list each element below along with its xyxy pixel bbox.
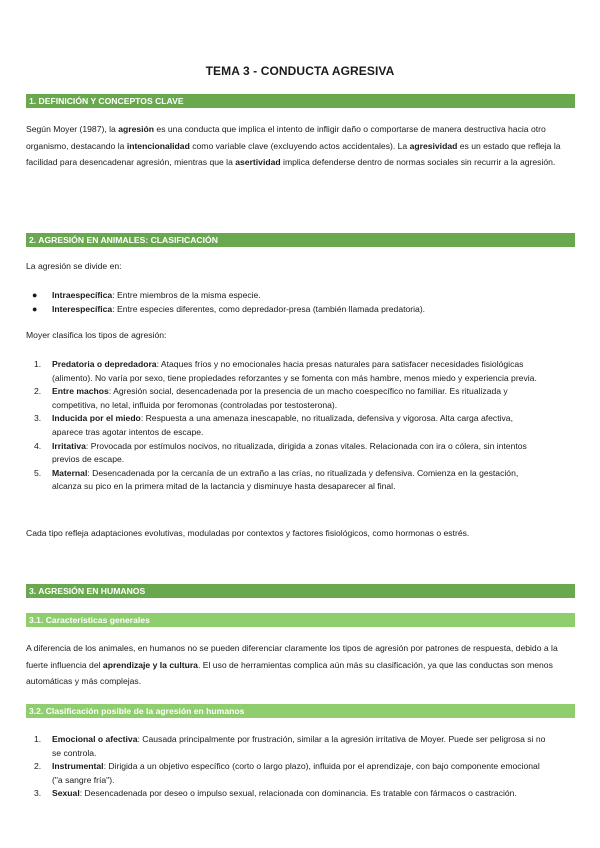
item-term: Emocional o afectiva xyxy=(52,734,138,744)
section-2-closing: Cada tipo refleja adaptaciones evolutivas, moduladas por contextos y factores fisiológicos, como hormonas o estrés. xyxy=(26,528,470,538)
item-number: 2. xyxy=(34,386,42,397)
list-item xyxy=(26,412,546,439)
section-1-paragraph xyxy=(26,121,575,171)
section-2-intro: La agresión se divide en: xyxy=(26,261,122,271)
text-run: implica defenderse dentro de normas sociales sin recurrir a la agresión. xyxy=(280,157,556,168)
item-text: : Desencadenada por la cercanía de un extraño a las crías, no ritualizada y defensiva. Comienza en la gestación, alcanza su pico en la primera mitad de la lactancia y disminuye hasta desaparecer al final. xyxy=(52,467,519,492)
list-item xyxy=(26,385,546,412)
list-item xyxy=(26,760,546,787)
item-text: : Ataques fríos y no emocionales hacia presas naturales para satisfacer necesidades fisiológicas (alimento). No varía por sexo, tiene propiedades reforzantes y se fomenta con más hambre, menos miedo y experiencia previa. xyxy=(52,359,537,383)
bold-term: intencionalidad xyxy=(126,140,190,151)
item-term: Intraespecífica xyxy=(52,290,113,300)
aggression-types-bullet-list xyxy=(26,289,546,316)
item-text: : Causada principalmente por frustración, similar a la agresión irritativa de Moyer. Puede ser peligrosa si no se controla. xyxy=(52,734,546,758)
section-3-heading: 3. AGRESIÓN EN HUMANOS xyxy=(26,584,575,598)
list-item xyxy=(26,467,546,494)
list-item xyxy=(26,303,546,317)
text-run: es una conducta que implica el intento de infligir daño o comportarse de manera destructiva hacia otro organismo, destacando la xyxy=(26,124,546,151)
list-item xyxy=(26,289,546,303)
text-run: . El uso de herramientas complica aún más su clasificación, ya que las conductas son menos automáticas y más complejas. xyxy=(26,659,553,687)
subsection-3-2-heading: 3.2. Clasificación posible de la agresión en humanos xyxy=(26,704,575,718)
list-item xyxy=(26,358,546,385)
item-text: : Agresión social, desencadenada por la presencia de un macho coespecífico no familiar. Es ritualizada y competitiva, no letal, influida por feromonas (controladas por testosterona). xyxy=(52,386,508,410)
item-number: 1. xyxy=(34,734,42,744)
moyer-intro: Moyer clasifica los tipos de agresión: xyxy=(26,330,167,340)
item-term: Sexual xyxy=(52,788,80,799)
item-term: Instrumental xyxy=(52,761,104,772)
item-term: Entre machos xyxy=(52,386,109,397)
item-term: Irritativa xyxy=(52,440,86,451)
section-2-heading: 2. AGRESIÓN EN ANIMALES: CLASIFICACIÓN xyxy=(26,233,575,247)
item-text: : Desencadenada por deseo o impulso sexual, relacionada con dominancia. Es tratable con fármacos o castración. xyxy=(79,788,517,799)
bullet-icon: ● xyxy=(32,290,38,300)
subsection-3-1-paragraph xyxy=(26,640,575,690)
human-aggression-types-list xyxy=(26,733,546,801)
bullet-icon: ● xyxy=(32,303,38,314)
item-text: : Respuesta a una amenaza inescapable, no ritualizada, defensiva y vigorosa. Alta carga afectiva, aparece tras agotar intentos de escape. xyxy=(52,413,513,437)
text-run: como variable clave (excluyendo actos accidentales). La xyxy=(189,140,410,151)
bold-term: aprendizaje y la cultura xyxy=(102,659,198,670)
document-title: TEMA 3 - CONDUCTA AGRESIVA xyxy=(205,64,395,78)
subsection-3-1-heading: 3.1. Características generales xyxy=(26,613,575,627)
item-number: 2. xyxy=(34,761,42,772)
item-number: 3. xyxy=(34,788,42,799)
item-term: Interespecífica xyxy=(52,303,113,314)
item-text: : Provocada por estímulos nocivos, no ritualizada, dirigida a zonas vitales. Relacionada con ira o cólera, sin intentos previos de escape. xyxy=(52,440,527,465)
item-text: : Entre miembros de la misma especie. xyxy=(112,290,261,300)
item-term: Maternal xyxy=(52,467,88,478)
item-number: 1. xyxy=(34,359,42,369)
list-item xyxy=(26,787,546,801)
item-number: 3. xyxy=(34,413,42,424)
text-run: es un estado que refleja la facilidad para desencadenar agresión, mientras que la xyxy=(26,140,561,168)
bold-term: agresión xyxy=(118,124,155,134)
item-text: : Entre especies diferentes, como depredador-presa (también llamada predatoria). xyxy=(112,303,426,314)
item-text: : Dirigida a un objetivo específico (corto o largo plazo), influida por el aprendizaje, con bajo componente emocional ("a sangre fría"). xyxy=(52,761,540,785)
item-term: Predatoria o depredadora xyxy=(52,359,157,369)
bold-term: agresividad xyxy=(409,140,458,151)
item-term: Inducida por el miedo xyxy=(52,413,141,424)
section-1-heading: 1. DEFINICIÓN Y CONCEPTOS CLAVE xyxy=(26,94,575,108)
item-number: 4. xyxy=(34,440,42,451)
text-run: A diferencia de los animales, en humanos no se pueden diferenciar claramente los tipos de agresión por patrones de respuesta, debido a la fuerte influencia del xyxy=(26,643,558,670)
list-item xyxy=(26,733,546,760)
text-run: Según Moyer (1987), la xyxy=(26,124,119,134)
item-number: 5. xyxy=(34,467,42,478)
moyer-types-list xyxy=(26,358,546,494)
bold-term: asertividad xyxy=(235,157,281,168)
list-item xyxy=(26,440,546,467)
